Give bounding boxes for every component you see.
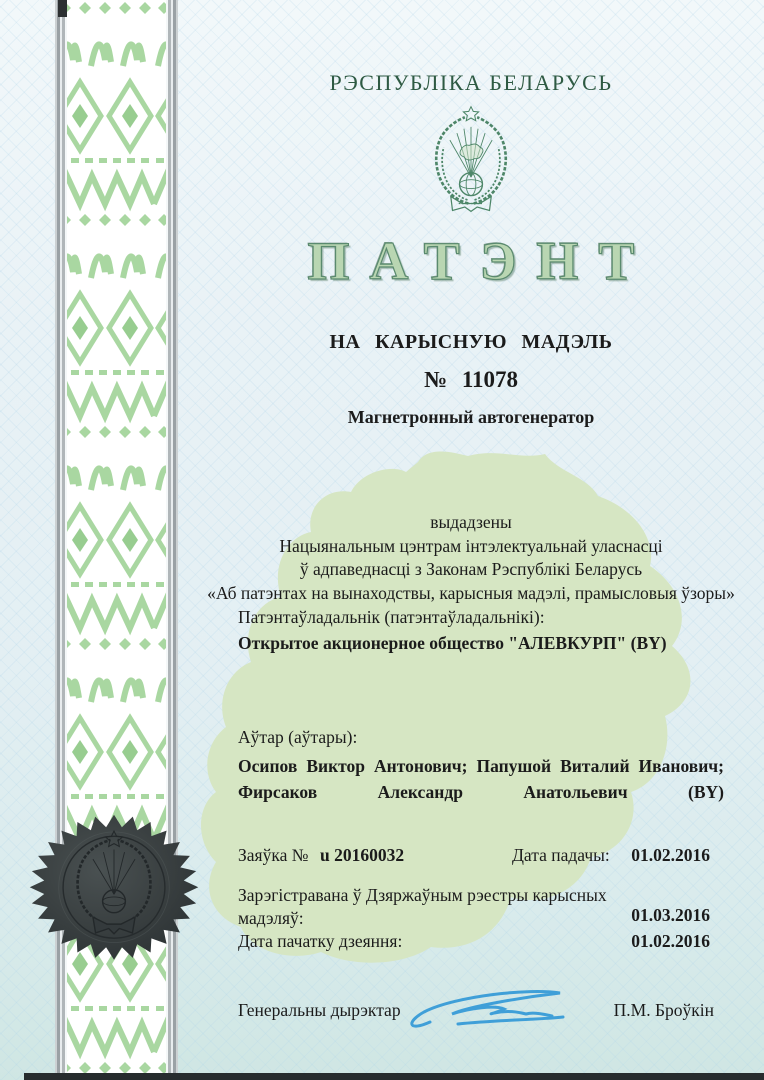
number-sign: №	[423, 367, 448, 392]
scan-bottom-edge	[24, 1073, 764, 1080]
handwritten-signature	[400, 984, 580, 1041]
author-value: Осипов Виктор Антонович; Папушой Виталий Иванович; Фирсаков Александр Анатольевич (BY)	[238, 756, 724, 802]
holder-label: Патэнтаўладальнік (патэнтаўладальнікі):	[238, 607, 545, 627]
signature-row	[178, 996, 764, 1042]
issued-statement	[178, 511, 764, 605]
signer-title: Генеральны дырэктар	[238, 1000, 401, 1020]
author-label: Аўтар (аўтары):	[238, 727, 358, 747]
registration-row	[178, 884, 764, 930]
issued-line: Нацыянальным цэнтрам інтэлектуальнай уласнасці	[279, 535, 663, 556]
embossed-seal	[26, 810, 202, 968]
invention-title: Магнетронный автогенератор	[347, 407, 595, 427]
issued-line: выдадзены	[430, 512, 512, 532]
patent-title: ПАТЭНТ	[307, 231, 655, 291]
start-date-label: Дата пачатку дзеяння:	[238, 931, 403, 951]
holder-value: Открытое акционерное общество "АЛЕВКУРП" (BY)	[238, 633, 667, 653]
application-number: u 20160032	[320, 845, 405, 865]
doc-subtitle: НА КАРЫСНУЮ МАДЭЛЬ	[329, 331, 613, 353]
scan-corner-mark	[58, 0, 67, 17]
issued-line: ў адпаведнасці з Законам Рэспублікі Беларусь	[299, 559, 643, 579]
start-date: 01.02.2016	[631, 931, 710, 951]
signer-name: П.М. Броўкін	[613, 1000, 714, 1020]
number-value: 11078	[461, 367, 519, 392]
start-date-row	[178, 931, 764, 955]
filing-date: 01.02.2016	[631, 845, 710, 865]
filing-date-label: Дата падачы:	[512, 845, 610, 865]
document-body	[178, 0, 764, 1080]
registration-date: 01.03.2016	[631, 905, 710, 925]
state-emblem-icon	[178, 104, 764, 227]
registration-label: Зарэгістравана ў Дзяржаўным рэестры карысных мадэляў:	[238, 885, 607, 928]
application-label: Заяўка №	[238, 845, 309, 865]
issued-line: «Аб патэнтах на вынаходствы, карысныя мадэлі, прамысловыя ўзоры»	[207, 582, 735, 603]
patent-number	[178, 367, 764, 393]
country-title: РЭСПУБЛІКА БЕЛАРУСЬ	[329, 70, 613, 95]
application-row	[178, 845, 764, 869]
